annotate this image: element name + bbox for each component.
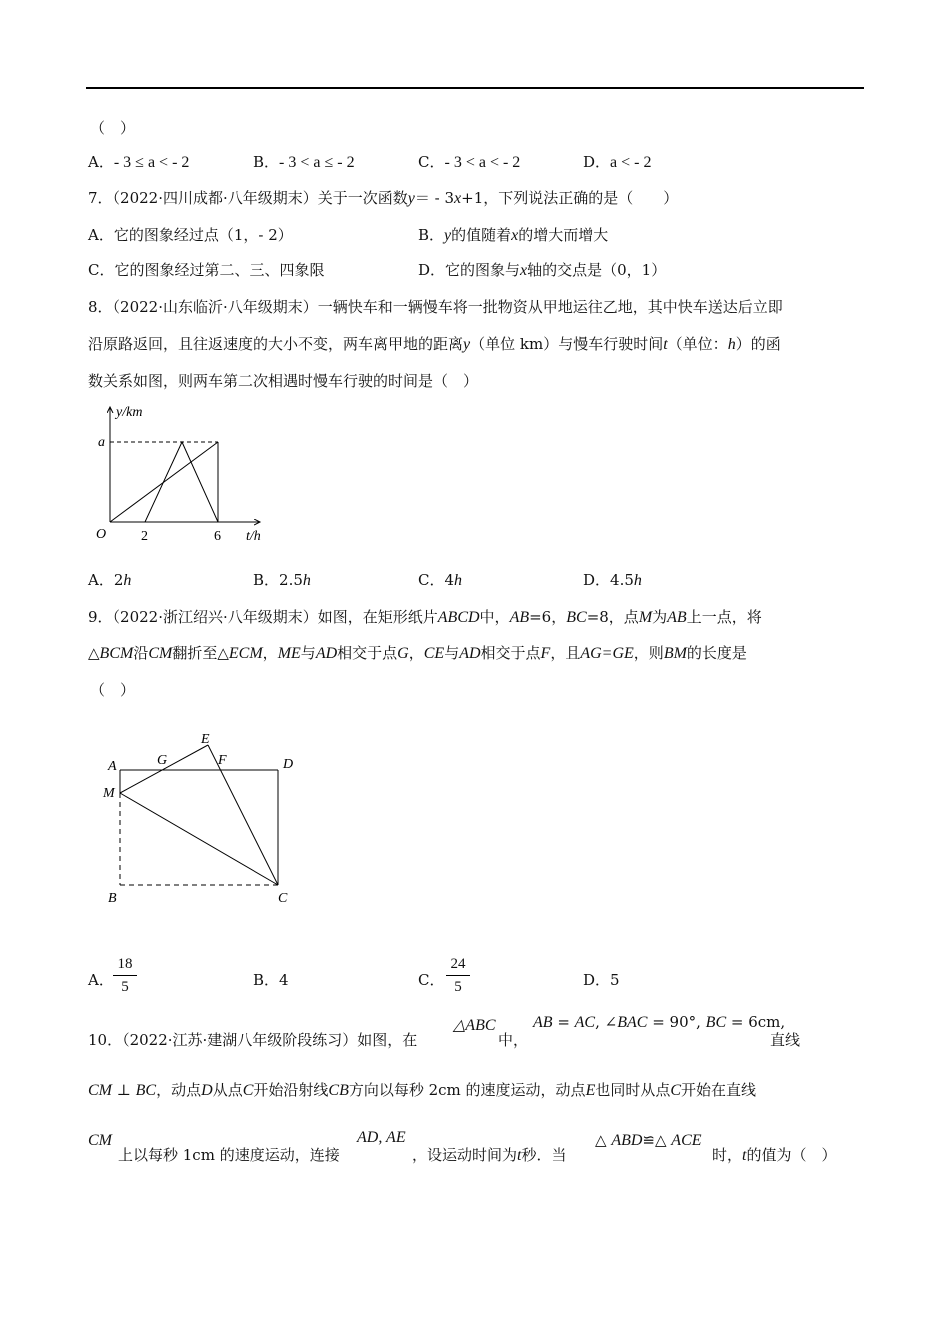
origin-label: O bbox=[96, 527, 107, 542]
q10-stem-1 bbox=[88, 1030, 417, 1050]
math-text: x bbox=[454, 190, 462, 207]
x-axis-label: t/h bbox=[246, 529, 261, 544]
math-text: t bbox=[663, 336, 668, 353]
text-segment: 上以每秒 1cm 的速度运动，连接 bbox=[118, 1146, 340, 1164]
math-text: AD, AE bbox=[357, 1129, 406, 1146]
q6-option-c[interactable] bbox=[418, 152, 520, 173]
math-text: h bbox=[633, 572, 642, 589]
text-segment: 的长度是 bbox=[686, 644, 747, 662]
text-segment: 秒．当 bbox=[521, 1146, 567, 1164]
q9-answer-paren bbox=[90, 680, 135, 700]
q8-option-a[interactable] bbox=[88, 570, 131, 591]
math-text: C bbox=[670, 1082, 682, 1099]
point-d: D bbox=[283, 757, 294, 772]
text-segment: 翻折至△ bbox=[172, 644, 229, 662]
text-segment: 中， bbox=[498, 1031, 529, 1049]
point-f: F bbox=[218, 753, 227, 768]
text-segment: =6， bbox=[529, 608, 567, 626]
text-segment: 8．（2022·山东临沂·八年级期末）一辆快车和一辆慢车将一批物资从甲地运往乙地，其中快车送达后立即 bbox=[88, 298, 783, 316]
q10-given-conditions bbox=[533, 1012, 785, 1033]
text-segment: ， bbox=[408, 644, 424, 662]
point-c: C bbox=[278, 891, 288, 906]
point-b: B bbox=[108, 891, 117, 906]
denominator: 5 bbox=[121, 979, 129, 995]
q6-answer-paren: （ ） bbox=[90, 119, 136, 137]
math-text: E bbox=[585, 1082, 596, 1099]
q10-stem-3b bbox=[412, 1145, 566, 1166]
text-segment: 9．（2022·浙江绍兴·八年级期末）如图，在矩形纸片 bbox=[88, 608, 438, 626]
text-segment: D．5 bbox=[583, 971, 620, 989]
math-text: x bbox=[511, 227, 519, 244]
q10-cm bbox=[88, 1130, 112, 1151]
math-text: BM bbox=[663, 645, 687, 662]
q7-option-a[interactable] bbox=[88, 225, 293, 245]
segment-mc bbox=[120, 793, 278, 885]
math-text: AC bbox=[574, 1014, 596, 1031]
y-axis-label: y/km bbox=[116, 405, 143, 420]
q8-stem-3 bbox=[88, 371, 478, 391]
option-expr: - 3 < a < - 2 bbox=[444, 154, 521, 171]
x-tick-6: 6 bbox=[214, 529, 221, 544]
q8-option-c[interactable] bbox=[418, 570, 462, 591]
text-segment: C．它的图象经过第二、三、四象限 bbox=[88, 261, 325, 279]
text-segment: 10．（2022·江苏·建湖八年级阶段练习）如图，在 bbox=[88, 1031, 418, 1049]
text-segment: +1，下列说法正确的是（ ） bbox=[461, 189, 679, 207]
math-text: AB bbox=[533, 1014, 553, 1031]
text-segment: A．2 bbox=[88, 571, 124, 589]
math-text: h bbox=[302, 572, 311, 589]
a-label: a bbox=[98, 435, 105, 450]
math-text: C bbox=[242, 1082, 254, 1099]
math-text: BAC bbox=[617, 1014, 648, 1031]
text-segment: 与 bbox=[300, 644, 316, 662]
text-segment: 相交于点 bbox=[337, 644, 398, 662]
q9-option-c-fraction bbox=[446, 955, 470, 996]
math-text: AB bbox=[667, 609, 687, 626]
q8-option-d[interactable] bbox=[583, 570, 642, 591]
text-segment: A．它的图象经过点（1，- 2） bbox=[88, 226, 293, 244]
header-rule bbox=[86, 87, 864, 89]
q7-option-d[interactable] bbox=[418, 260, 666, 281]
q10-congruence bbox=[595, 1130, 702, 1151]
text-segment: △ bbox=[88, 644, 100, 662]
text-segment: 时， bbox=[712, 1146, 743, 1164]
math-text: AB bbox=[509, 609, 530, 626]
text-segment: 直线 bbox=[770, 1031, 801, 1049]
text-segment: D．4.5 bbox=[583, 571, 634, 589]
text-segment: B．2.5 bbox=[253, 571, 303, 589]
q6-option-d[interactable] bbox=[583, 152, 651, 173]
math-text: CM bbox=[148, 645, 173, 662]
math-text: h bbox=[727, 336, 736, 353]
text-segment: ，设运动时间为 bbox=[412, 1146, 518, 1164]
text-segment: 开始沿射线 bbox=[253, 1081, 329, 1099]
q9-rectangle-figure bbox=[95, 725, 310, 910]
q8-stem-2 bbox=[88, 334, 781, 355]
math-text: CE bbox=[423, 645, 445, 662]
text-segment: （单位 km）与慢车行驶时间 bbox=[470, 335, 664, 353]
text-segment: 开始在直线 bbox=[681, 1081, 757, 1099]
text-segment: ＝ - 3 bbox=[414, 189, 455, 207]
text-segment: △ bbox=[595, 1131, 612, 1149]
fast-car-line bbox=[145, 442, 218, 522]
math-text: t bbox=[517, 1147, 522, 1164]
q10-stem-2 bbox=[88, 1080, 756, 1101]
q9-option-a-fraction bbox=[113, 955, 137, 996]
math-text: G bbox=[397, 645, 409, 662]
math-text: ACE bbox=[671, 1132, 702, 1149]
text-segment: , ∠ bbox=[595, 1013, 618, 1031]
option-expr: a < - 2 bbox=[610, 154, 652, 171]
math-text: CM bbox=[88, 1082, 112, 1099]
q8-option-b[interactable] bbox=[253, 570, 311, 591]
text-segment: =8，点 bbox=[586, 608, 639, 626]
text-segment: ，且 bbox=[550, 644, 581, 662]
text-segment: 的值随着 bbox=[451, 226, 512, 244]
q6-option-b[interactable] bbox=[253, 152, 355, 173]
text-segment: 为 bbox=[652, 608, 668, 626]
numerator: 24 bbox=[450, 956, 466, 972]
math-text: h bbox=[454, 572, 463, 589]
q6-option-a[interactable] bbox=[88, 152, 189, 173]
text-segment: ⊥ bbox=[112, 1081, 136, 1099]
q9-option-a-label[interactable]: A． bbox=[88, 971, 114, 989]
math-text: CB bbox=[328, 1082, 349, 1099]
text-segment: 也同时从点 bbox=[595, 1081, 671, 1099]
math-text: △ABC bbox=[453, 1017, 496, 1034]
math-text: y bbox=[463, 336, 471, 353]
q10-stem-3a bbox=[118, 1145, 340, 1165]
text-segment: 上一点，将 bbox=[686, 608, 762, 626]
math-text: BC bbox=[566, 609, 587, 626]
math-text: BCM bbox=[99, 645, 134, 662]
text-segment: = 90°, bbox=[647, 1013, 706, 1031]
math-text: AD bbox=[315, 645, 338, 662]
math-text: D bbox=[201, 1082, 213, 1099]
option-expr: - 3 < a ≤ - 2 bbox=[279, 154, 355, 171]
text-segment: 相交于点 bbox=[480, 644, 541, 662]
text-segment: ，动点 bbox=[156, 1081, 202, 1099]
q10-triangle-abc bbox=[453, 1015, 496, 1036]
text-segment: 方向以每秒 2cm 的速度运动，动点 bbox=[348, 1081, 586, 1099]
math-text: AD bbox=[459, 645, 481, 662]
text-segment: D．它的图象与 bbox=[418, 261, 521, 279]
point-g: G bbox=[157, 753, 168, 768]
q7-option-b[interactable] bbox=[418, 225, 608, 246]
text-segment: 数关系如图，则两车第二次相遇时慢车行驶的时间是（ ） bbox=[88, 372, 479, 390]
text-segment: （单位： bbox=[667, 335, 728, 353]
text-segment: C．4 bbox=[418, 571, 455, 589]
math-text: ABCD bbox=[437, 609, 480, 626]
q9-option-d[interactable] bbox=[583, 970, 620, 990]
math-text: y bbox=[407, 190, 415, 207]
text-segment: ≌△ bbox=[642, 1131, 672, 1149]
point-a: A bbox=[108, 759, 117, 774]
text-segment: 轴的交点是（0，1） bbox=[527, 261, 667, 279]
q7-stem bbox=[88, 188, 678, 209]
q9-option-b[interactable] bbox=[253, 970, 289, 990]
numerator: 18 bbox=[117, 956, 133, 972]
q10-line-text bbox=[770, 1030, 800, 1050]
math-text: BC bbox=[135, 1082, 157, 1099]
text-segment: B．4 bbox=[253, 971, 289, 989]
text-segment: 沿原路返回，且往返速度的大小不变，两车离甲地的距离 bbox=[88, 335, 464, 353]
q10-zhong bbox=[498, 1030, 528, 1050]
fraction-bar bbox=[446, 975, 470, 976]
fraction-bar bbox=[113, 975, 137, 976]
option-label: A． bbox=[88, 153, 114, 171]
text-segment: = bbox=[552, 1013, 575, 1031]
q10-stem-3c bbox=[712, 1145, 836, 1166]
math-text: CM bbox=[88, 1132, 112, 1149]
q10-ad-ae bbox=[357, 1127, 406, 1148]
math-text: h bbox=[123, 572, 132, 589]
math-text: x bbox=[520, 262, 528, 279]
x-tick-2: 2 bbox=[141, 529, 148, 544]
text-segment: 中， bbox=[479, 608, 510, 626]
denominator: 5 bbox=[454, 979, 462, 995]
math-text: F bbox=[540, 645, 551, 662]
option-label: D． bbox=[583, 153, 611, 171]
point-e: E bbox=[201, 732, 210, 747]
q8-distance-time-graph bbox=[85, 395, 275, 555]
math-text: ECM bbox=[228, 645, 263, 662]
q7-option-c[interactable] bbox=[88, 260, 324, 280]
q9-stem-1 bbox=[88, 607, 762, 628]
math-text: M bbox=[638, 609, 653, 626]
math-text: AG=GE bbox=[580, 645, 634, 662]
option-expr: - 3 ≤ a < - 2 bbox=[113, 154, 190, 171]
q9-stem-2 bbox=[88, 643, 747, 664]
math-text: t bbox=[742, 1147, 747, 1164]
text-segment: 7．（2022·四川成都·八年级期末）关于一次函数 bbox=[88, 189, 408, 207]
math-text: ME bbox=[277, 645, 301, 662]
text-segment: ，则 bbox=[633, 644, 664, 662]
text-segment: ）的函 bbox=[735, 335, 781, 353]
text-segment: 与 bbox=[444, 644, 460, 662]
option-label: B． bbox=[253, 153, 280, 171]
text-segment: ， bbox=[262, 644, 278, 662]
text-segment: （ ） bbox=[90, 681, 136, 699]
text-segment: = 6cm, bbox=[726, 1013, 786, 1031]
text-segment: 的值为（ ） bbox=[746, 1146, 837, 1164]
text-segment: 沿 bbox=[133, 644, 149, 662]
q9-option-c-label[interactable]: C． bbox=[418, 971, 445, 989]
q8-stem-1 bbox=[88, 297, 783, 317]
text-segment: 从点 bbox=[212, 1081, 243, 1099]
text-segment: 的增大而增大 bbox=[518, 226, 609, 244]
text-segment: B． bbox=[418, 226, 445, 244]
option-label: C． bbox=[418, 153, 445, 171]
point-m: M bbox=[103, 786, 115, 801]
math-text: BC bbox=[705, 1014, 727, 1031]
math-text: y bbox=[444, 227, 452, 244]
math-text: ABD bbox=[611, 1132, 643, 1149]
